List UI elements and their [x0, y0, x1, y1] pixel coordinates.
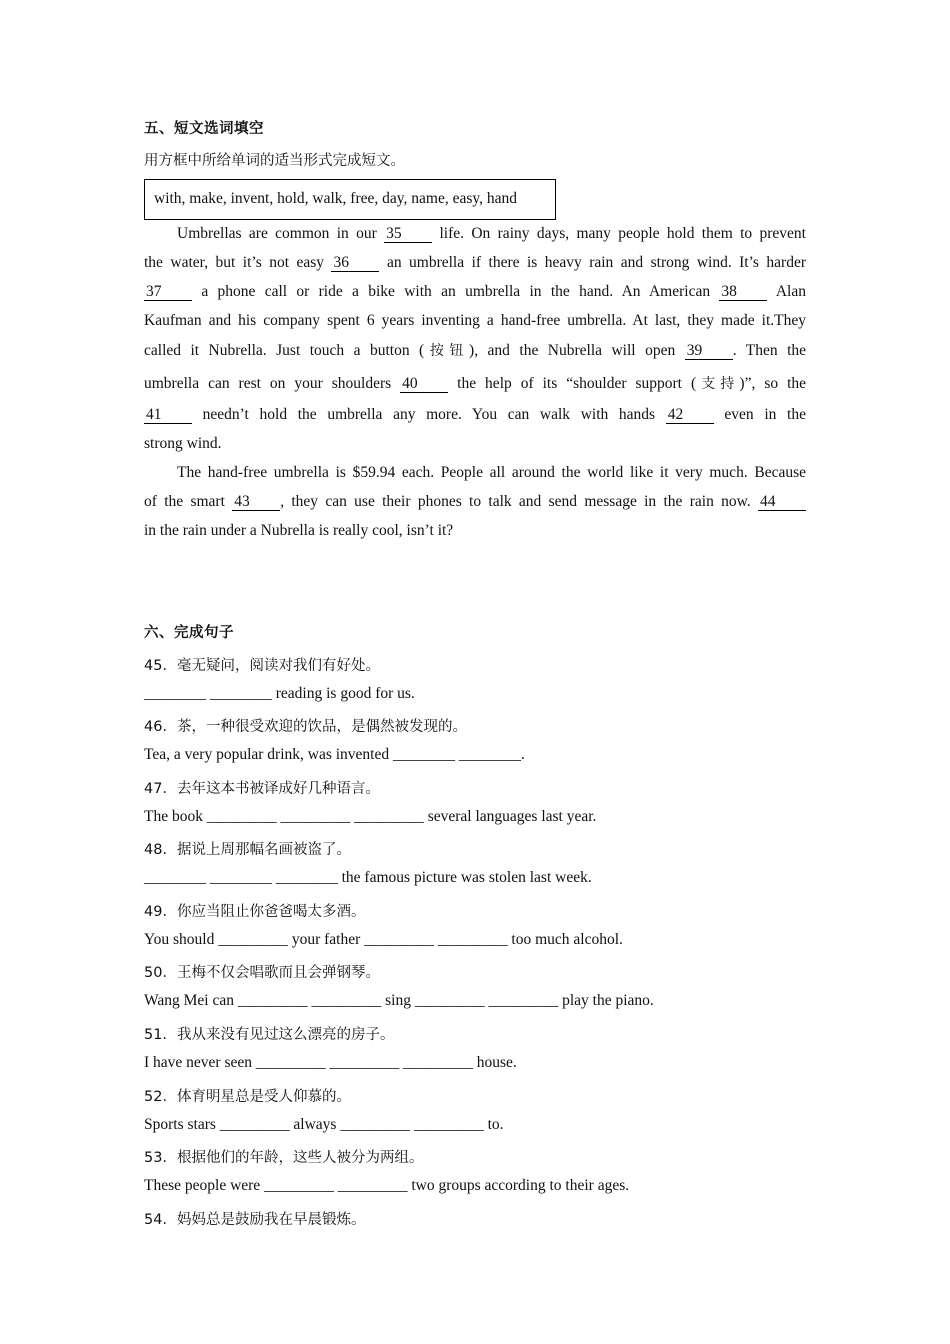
- passage-text: needn’t hold the umbrella any more. You can walk with hands: [192, 406, 666, 423]
- passage-text: in the rain under a Nubrella is really cool, isn’t it?: [144, 522, 454, 539]
- passage-text: the help of its “shoulder support (: [448, 375, 697, 392]
- passage-text: even in the: [713, 406, 806, 423]
- passage-text: 支持: [696, 376, 740, 392]
- passage-line: [144, 282, 806, 302]
- section6-title: 六、完成句子: [144, 625, 234, 641]
- passage-line: [144, 521, 806, 541]
- blank-39[interactable]: 39: [685, 342, 733, 360]
- passage-text: Alan: [767, 283, 806, 300]
- item-prompt: 50．王梅不仅会唱歌而且会弹钢琴。: [144, 965, 380, 981]
- passage-text: life. On rainy days, many people hold them to prevent: [432, 225, 806, 242]
- passage-text: strong wind.: [144, 435, 222, 452]
- blank-43[interactable]: 43: [232, 493, 280, 511]
- blank-35[interactable]: 35: [384, 225, 432, 243]
- blank-40[interactable]: 40: [400, 375, 448, 393]
- passage-text: The hand-free umbrella is $59.94 each. People all around the world like it very much. Because: [177, 464, 806, 481]
- item-prompt: 53．根据他们的年龄，这些人被分为两组。: [144, 1150, 424, 1166]
- item-answer-line[interactable]: Sports stars _________ always _________ _________ to.: [144, 1116, 504, 1133]
- item-prompt: 52．体育明星总是受人仰慕的。: [144, 1089, 351, 1105]
- passage-text: , they can use their phones to talk and send message in the rain now.: [280, 493, 758, 510]
- passage-text: a phone call or ride a bike with an umbrella in the hand. An American: [192, 283, 720, 300]
- passage-line: [144, 374, 806, 394]
- blank-37[interactable]: 37: [144, 283, 192, 301]
- item-answer-line[interactable]: These people were _________ _________ two groups according to their ages.: [144, 1177, 630, 1194]
- passage-line: [144, 253, 806, 273]
- item-prompt: 49．你应当阻止你爸爸喝太多酒。: [144, 904, 366, 920]
- passage-text: umbrella can rest on your shoulders: [144, 375, 401, 392]
- section5-instruction: 用方框中所给单词的适当形式完成短文。: [144, 153, 405, 169]
- passage-line: [144, 311, 806, 331]
- passage-line: [144, 463, 806, 483]
- passage-text: 按钮: [424, 343, 470, 359]
- item-answer-line[interactable]: ________ ________ reading is good for us.: [144, 685, 415, 702]
- blank-38[interactable]: 38: [719, 283, 767, 301]
- word-box: [144, 179, 556, 220]
- item-prompt: 48．据说上周那幅名画被盗了。: [144, 842, 351, 858]
- item-prompt: 54．妈妈总是鼓励我在早晨锻炼。: [144, 1212, 366, 1228]
- passage-text: an umbrella if there is heavy rain and strong wind. It’s harder: [379, 254, 806, 271]
- passage-line: [144, 224, 806, 244]
- item-answer-line[interactable]: The book _________ _________ _________ several languages last year.: [144, 808, 597, 825]
- passage-line: [144, 341, 806, 361]
- passage-line: [144, 434, 806, 454]
- passage-line: [144, 492, 806, 512]
- item-answer-line[interactable]: I have never seen _________ _________ _________ house.: [144, 1054, 517, 1071]
- blank-36[interactable]: 36: [331, 254, 379, 272]
- passage-text: called it Nubrella. Just touch a button (: [144, 342, 425, 359]
- passage-text: Kaufman and his company spent 6 years inventing a hand-free umbrella. At last, they made it.They: [144, 312, 806, 329]
- passage-text: ), and the Nubrella will open: [469, 342, 685, 359]
- item-answer-line[interactable]: ________ ________ ________ the famous picture was stolen last week.: [144, 869, 592, 886]
- item-prompt: 45．毫无疑问，阅读对我们有好处。: [144, 658, 380, 674]
- passage-text: the water, but it’s not easy: [144, 254, 332, 271]
- item-prompt: 47．去年这本书被译成好几种语言。: [144, 781, 380, 797]
- passage-line: [144, 405, 806, 425]
- item-answer-line[interactable]: You should _________ your father _________ _________ too much alcohol.: [144, 931, 623, 948]
- blank-41[interactable]: 41: [144, 406, 192, 424]
- item-answer-line[interactable]: Wang Mei can _________ _________ sing _________ _________ play the piano.: [144, 992, 654, 1009]
- blank-44[interactable]: 44: [758, 493, 806, 511]
- item-prompt: 51．我从来没有见过这么漂亮的房子。: [144, 1027, 395, 1043]
- item-answer-line[interactable]: Tea, a very popular drink, was invented ________ ________.: [144, 746, 525, 763]
- blank-42[interactable]: 42: [666, 406, 714, 424]
- passage-text: of the smart: [144, 493, 233, 510]
- section5-title: 五、短文选词填空: [144, 121, 264, 137]
- passage-text: . Then the: [732, 342, 807, 359]
- passage-text: Umbrellas are common in our: [177, 225, 385, 242]
- item-prompt: 46．茶，一种很受欢迎的饮品，是偶然被发现的。: [144, 719, 467, 735]
- passage-text: )”, so the: [739, 375, 807, 392]
- word-box-text: with, make, invent, hold, walk, free, day, name, easy, hand: [154, 190, 517, 207]
